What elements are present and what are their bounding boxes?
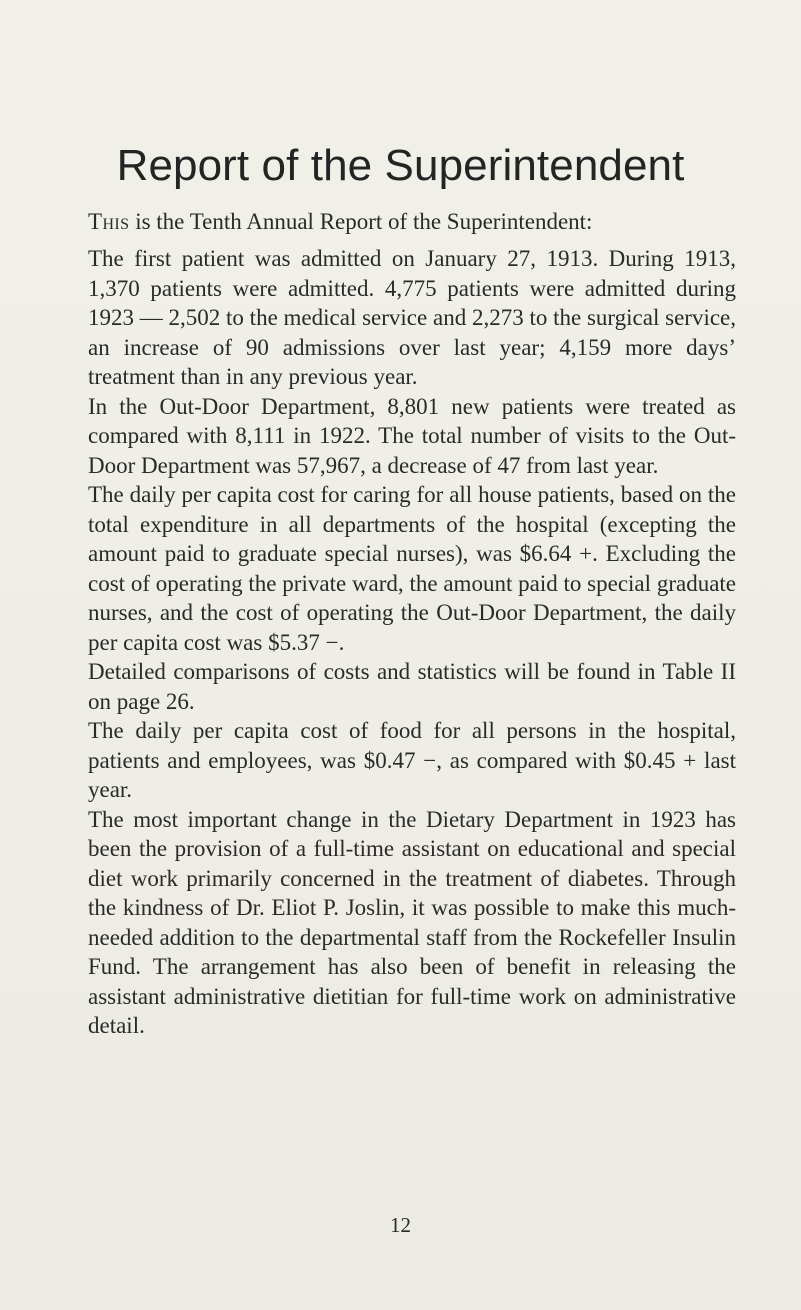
page-number: 12 [390, 1213, 411, 1237]
intro-smallcaps-word: This [88, 209, 130, 234]
paragraph-outdoor-department: In the Out-Door Department, 8,801 new patients were treated as compared with 8,111 in 1922. The total number of visits to the Out-Door Department was 57,967, a decrease of 47 from last year. [88, 393, 736, 478]
paragraph-detailed-comparisons: Detailed comparisons of costs and statistics will be found in Table II on page 26. [88, 659, 736, 714]
paragraph-food-cost: The daily per capita cost of food for all persons in the hospital, patients and employees, was $0.47 −, as compared with $0.45 + last year. [88, 718, 736, 802]
intro-line [88, 207, 736, 237]
paragraph-per-capita-cost: The daily per capita cost for caring for all house patients, based on the total expenditure in all departments of the hospital (excepting the amount paid to graduate special nurses), was $6.64 +. Excluding the cost of operating the private ward, the amount paid to special graduate nurses, and the cost of operating the Out-Door Department, the daily per capita cost was $5.37 −. [88, 482, 736, 655]
page-title: Report of the Superintendent [116, 141, 685, 190]
intro-text: is the Tenth Annual Report of the Superintendent: [129, 209, 593, 234]
paragraph-admissions: The first patient was admitted on January 27, 1913. During 1913, 1,370 patients were admitted. 4,775 patients were admitted during 1923 — 2,502 to the medical service and 2,273 to the surgical service, an increase of 90 admissions over last year; 4,159 more days’ treatment than in any previous year. [88, 246, 736, 389]
paragraph-dietary-department: The most important change in the Dietary Department in 1923 has been the provision of a full-time assistant on educational and special diet work primarily concerned in the treatment of diabetes. Through the kindness of Dr. Eliot P. Joslin, it was possible to make this much-needed addition to the departmental staff from the Rockefeller Insulin Fund. The arrangement has also been of benefit in releasing the assistant administrative dietitian for full-time work on administrative detail. [88, 806, 736, 1038]
report-body [88, 244, 736, 1041]
